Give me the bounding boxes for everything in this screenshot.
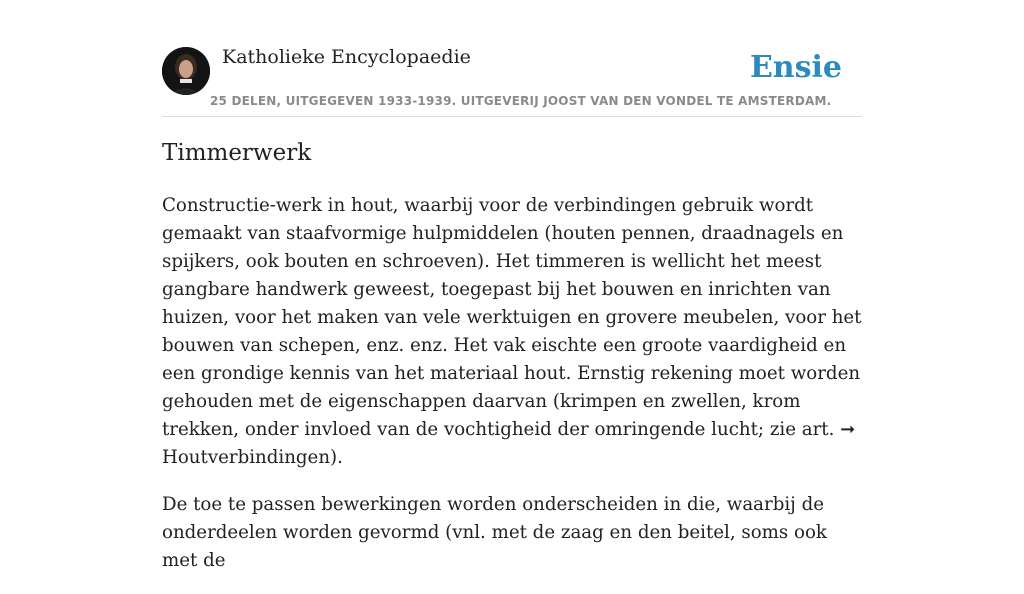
article-title: Timmerwerk [162, 140, 312, 166]
publication-subtitle: 25 DELEN, UITGEGEVEN 1933-1939. UITGEVERIJ JOOST VAN DEN VONDEL TE AMSTERDAM. [210, 94, 832, 108]
article-paragraph: De toe te passen bewerkingen worden onderscheiden in die, waarbij de onderdeelen worden gevormd (vnl. met de zaag en den beitel, soms ook met de [162, 494, 827, 571]
brand-logo[interactable]: Ensie [749, 50, 842, 85]
site-header [162, 0, 862, 117]
page [162, 0, 862, 571]
portrait-avatar[interactable] [162, 47, 210, 95]
article-paragraph: Constructie-werk in hout, waarbij voor de verbindingen gebruik wordt gemaakt van staafvormige hulpmiddelen (houten pennen, draadnagels en spijkers, ook bouten en schroeven). Het timmeren is wellicht het meest gangbare handwerk geweest, toegepast bij het bouwen en inrichten van huizen, voor het maken van vele werktuigen en grovere meubelen, voor het bouwen van schepen, enz. enz. Het vak eischte een groote vaardigheid en een grondige kennis van het materiaal hout. Ernstig rekening moet worden gehouden met de eigenschappen daarvan (krimpen en zwellen, krom trekken, onder invloed van de vochtigheid der omringende lucht; zie art. ➞ Houtverbindingen). [162, 195, 862, 468]
site-title[interactable]: Katholieke Encyclopaedie [222, 46, 471, 68]
article-body [162, 192, 862, 594]
portrait-icon [162, 47, 210, 95]
